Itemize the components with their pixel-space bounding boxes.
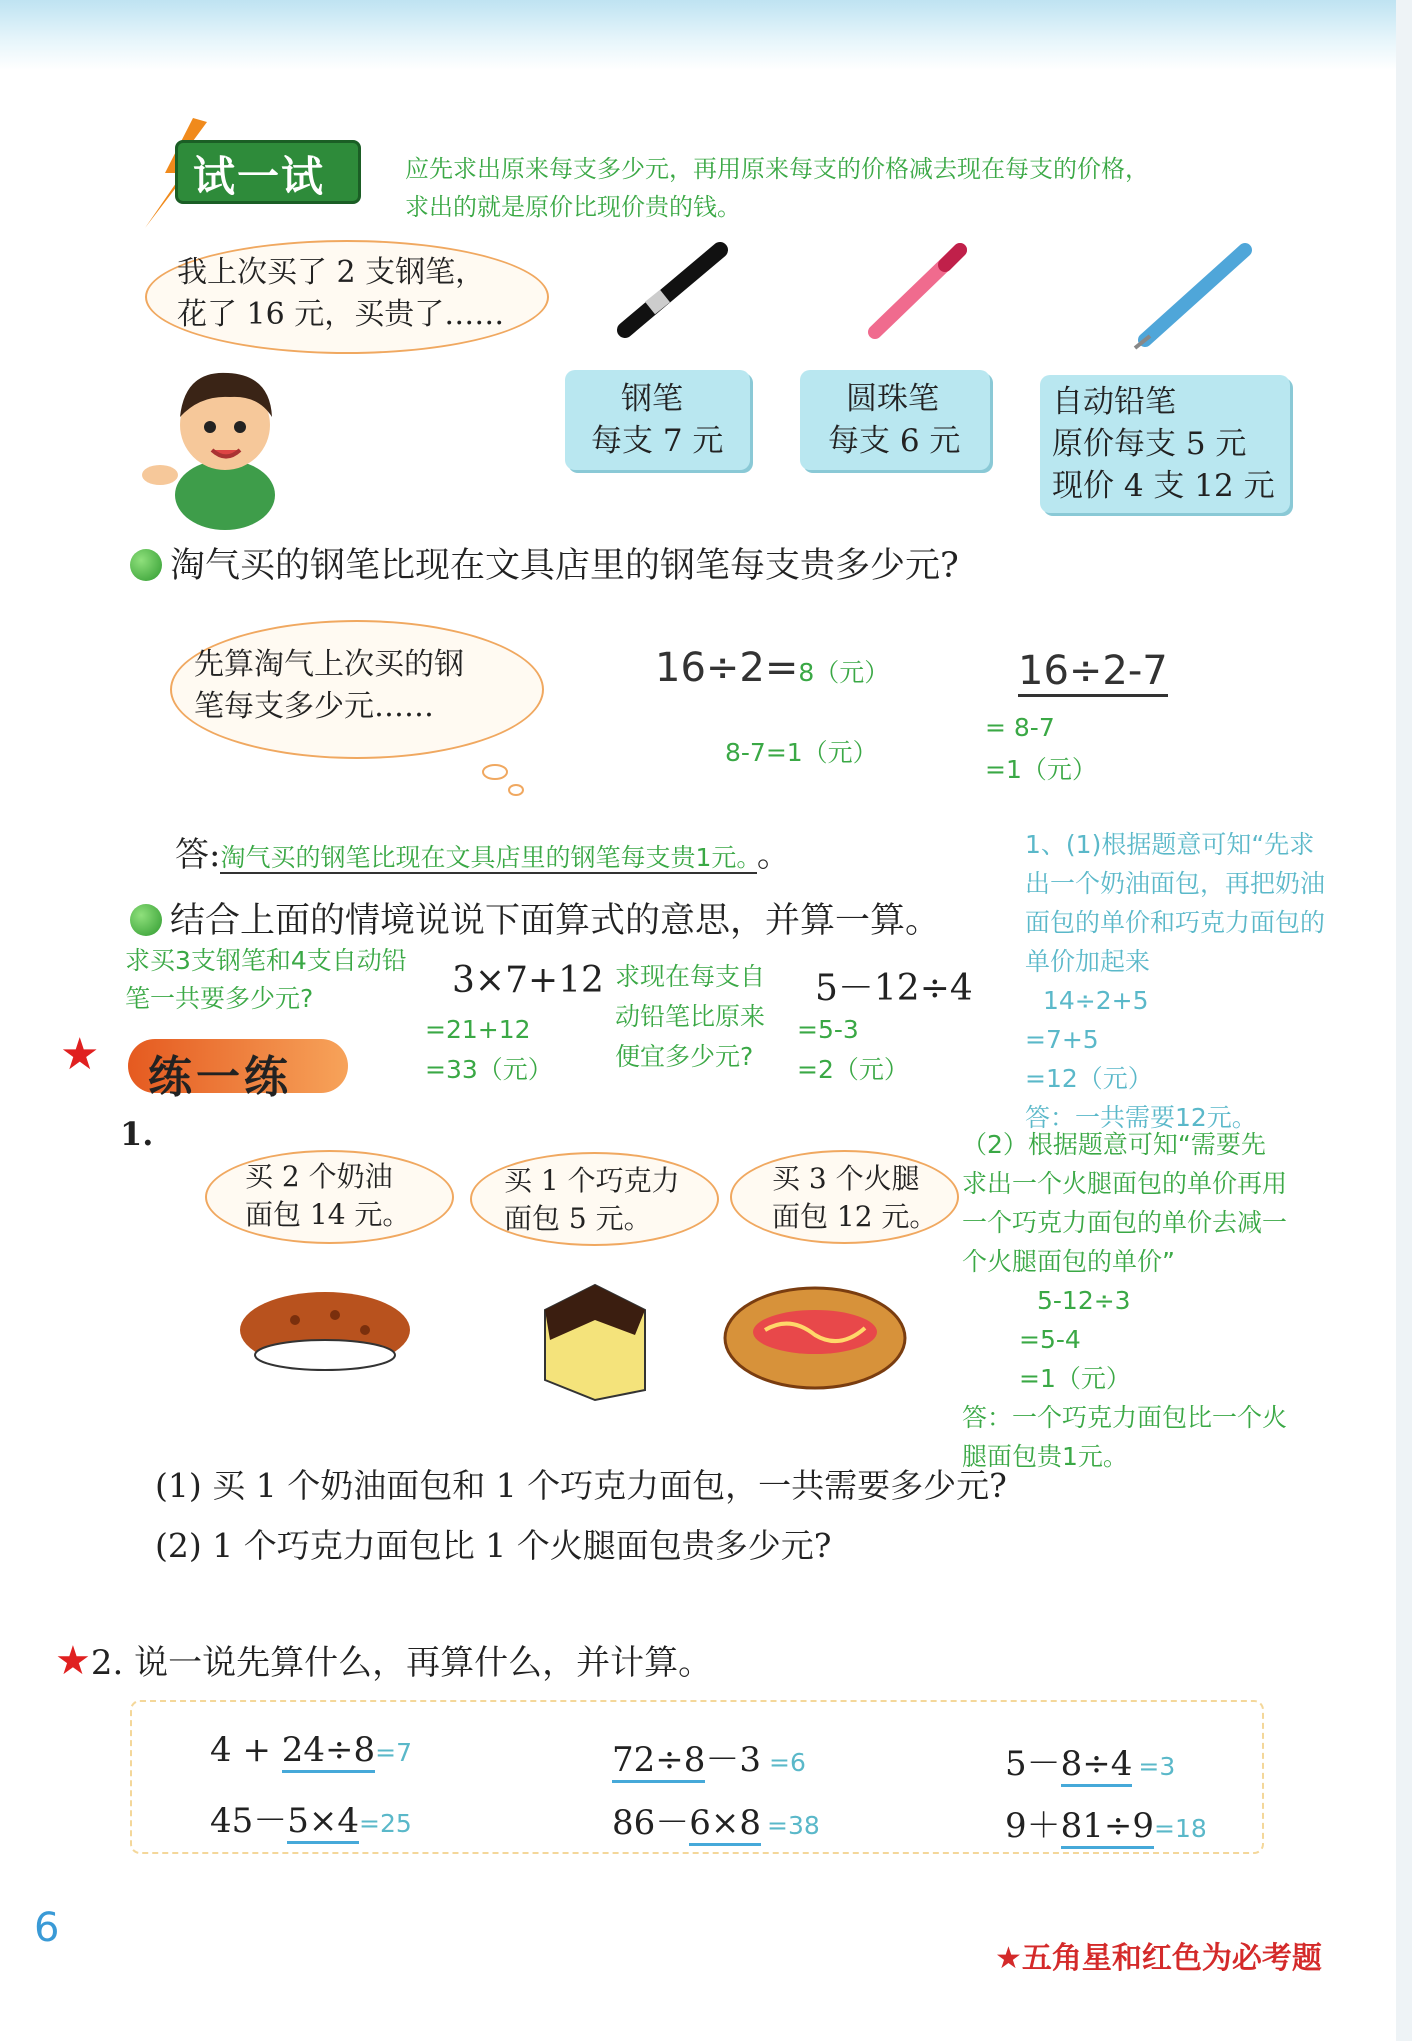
calc-b-step1: = 8-7 <box>985 713 1055 742</box>
chocolate-bread-icon <box>535 1280 655 1405</box>
calc-b-expression: 16÷2-7 <box>1018 648 1168 694</box>
question-1: 淘气买的钢笔比现在文具店里的钢笔每支贵多少元? <box>130 538 959 588</box>
expr1-meaning: 求买3支钢笔和4支自动铅 笔一共要多少元? <box>125 946 407 1013</box>
expr2-steps: =5-3 =2（元） <box>797 1015 909 1084</box>
page-number: 6 <box>34 1905 60 1951</box>
footer-note: ★五角星和红色为必考题 <box>995 1941 1322 1976</box>
exercise-1-q1: (1) 买 1 个奶油面包和 1 个巧克力面包，一共需要多少元? <box>155 1466 1007 1505</box>
expr1-steps: =21+12 =33（元） <box>425 1015 553 1084</box>
expr2-meaning: 求现在每支自 动铅笔比原来 便宜多少元? <box>615 962 766 1071</box>
calc-a-expression: 16÷2=8（元） <box>655 645 890 691</box>
exercise-1-q2: (2) 1 个巧克力面包比 1 个火腿面包贵多少元? <box>155 1526 832 1565</box>
cream-bread-icon <box>235 1285 415 1385</box>
green-dot-icon <box>130 549 162 581</box>
exercise-2-title: ★2. 说一说先算什么，再算什么，并计算。 <box>55 1638 713 1684</box>
green-dot-icon <box>130 904 162 936</box>
ex2-item-4: 45－5×4=25 <box>210 1793 412 1842</box>
calc-a-step2: 8-7=1（元） <box>725 738 878 767</box>
boy-speech-bubble: 我上次买了 2 支钢笔， 花了 16 元，买贵了…… <box>145 240 549 354</box>
solution-hint: 应先求出原来每支多少元，再用原来每支的价格减去现在每支的价格， 求出的就是原价比现价贵的钱。 <box>405 155 1149 221</box>
calc-a-result: 8（元） <box>798 658 890 687</box>
calc-b-step2: =1（元） <box>985 755 1097 784</box>
try-tag-label: 试一试 <box>193 152 326 201</box>
side-note-part1: 1、(1)根据题意可知“先求 出一个奶油面包，再把奶油 面包的单价和巧克力面包的 单价加起来 14÷2+5 =7+5 =12（元） 答：一共需要12元。 <box>1025 830 1326 1132</box>
price-card-mechanical-pencil: 自动铅笔 原价每支 5 元 现价 4 支 12 元 <box>1040 375 1290 513</box>
bread-bubble-ham: 买 3 个火腿 面包 12 元。 <box>730 1150 959 1244</box>
exercise-1-number: 1. <box>120 1115 154 1153</box>
question-2: 结合上面的情境说说下面算式的意思，并算一算。 <box>130 893 940 943</box>
ham-bread-icon <box>720 1280 910 1395</box>
answer-text: 淘气买的钢笔比现在文具店里的钢笔每支贵1元。 <box>220 843 756 874</box>
price-card-ballpoint-pen: 圆珠笔 每支 6 元 <box>800 370 990 470</box>
thought-circles-icon <box>480 760 530 800</box>
ex2-item-6: 9＋81÷9=18 <box>1005 1798 1207 1847</box>
try-section-tag <box>135 118 375 218</box>
star-icon: ★ <box>60 1029 100 1080</box>
ex2-item-1: 4 + 24÷8=7 <box>210 1730 412 1770</box>
practice-tag-label: 练一练 <box>148 1052 292 1103</box>
side-note-part2: （2）根据题意可知“需要先 求出一个火腿面包的单价再用 一个巧克力面包的单价去减一 个火腿面包的单价” 5-12÷3 =5-4 =1（元） 答：一个巧克力面包比一个火 腿面包贵1元。 <box>962 1130 1288 1471</box>
mechanical-pencil-icon <box>1130 240 1260 350</box>
practice-section-tag <box>60 1025 360 1110</box>
expr2: 5－12÷4 <box>815 968 973 1009</box>
ex2-item-5: 86－6×8 =38 <box>612 1795 820 1844</box>
price-card-fountain-pen: 钢笔 每支 7 元 <box>565 370 750 470</box>
think-bubble: 先算淘气上次买的钢 笔每支多少元…… <box>170 620 544 759</box>
ballpoint-pen-icon <box>860 240 980 340</box>
ex2-item-2: 72÷8－3 =6 <box>612 1732 806 1781</box>
answer-line: 答:淘气买的钢笔比现在文具店里的钢笔每支贵1元。 。 <box>175 835 791 875</box>
boy-illustration <box>140 355 310 530</box>
bread-bubble-cream: 买 2 个奶油 面包 14 元。 <box>205 1150 454 1244</box>
ex2-item-3: 5－8÷4 =3 <box>1005 1736 1175 1785</box>
expr1: 3×7+12 <box>452 960 604 1001</box>
page-edge <box>1396 0 1412 2041</box>
fountain-pen-icon <box>610 240 740 340</box>
top-sky-band <box>0 0 1412 70</box>
bread-bubble-chocolate: 买 1 个巧克力 面包 5 元。 <box>470 1152 719 1246</box>
star-icon: ★ <box>55 1638 91 1684</box>
